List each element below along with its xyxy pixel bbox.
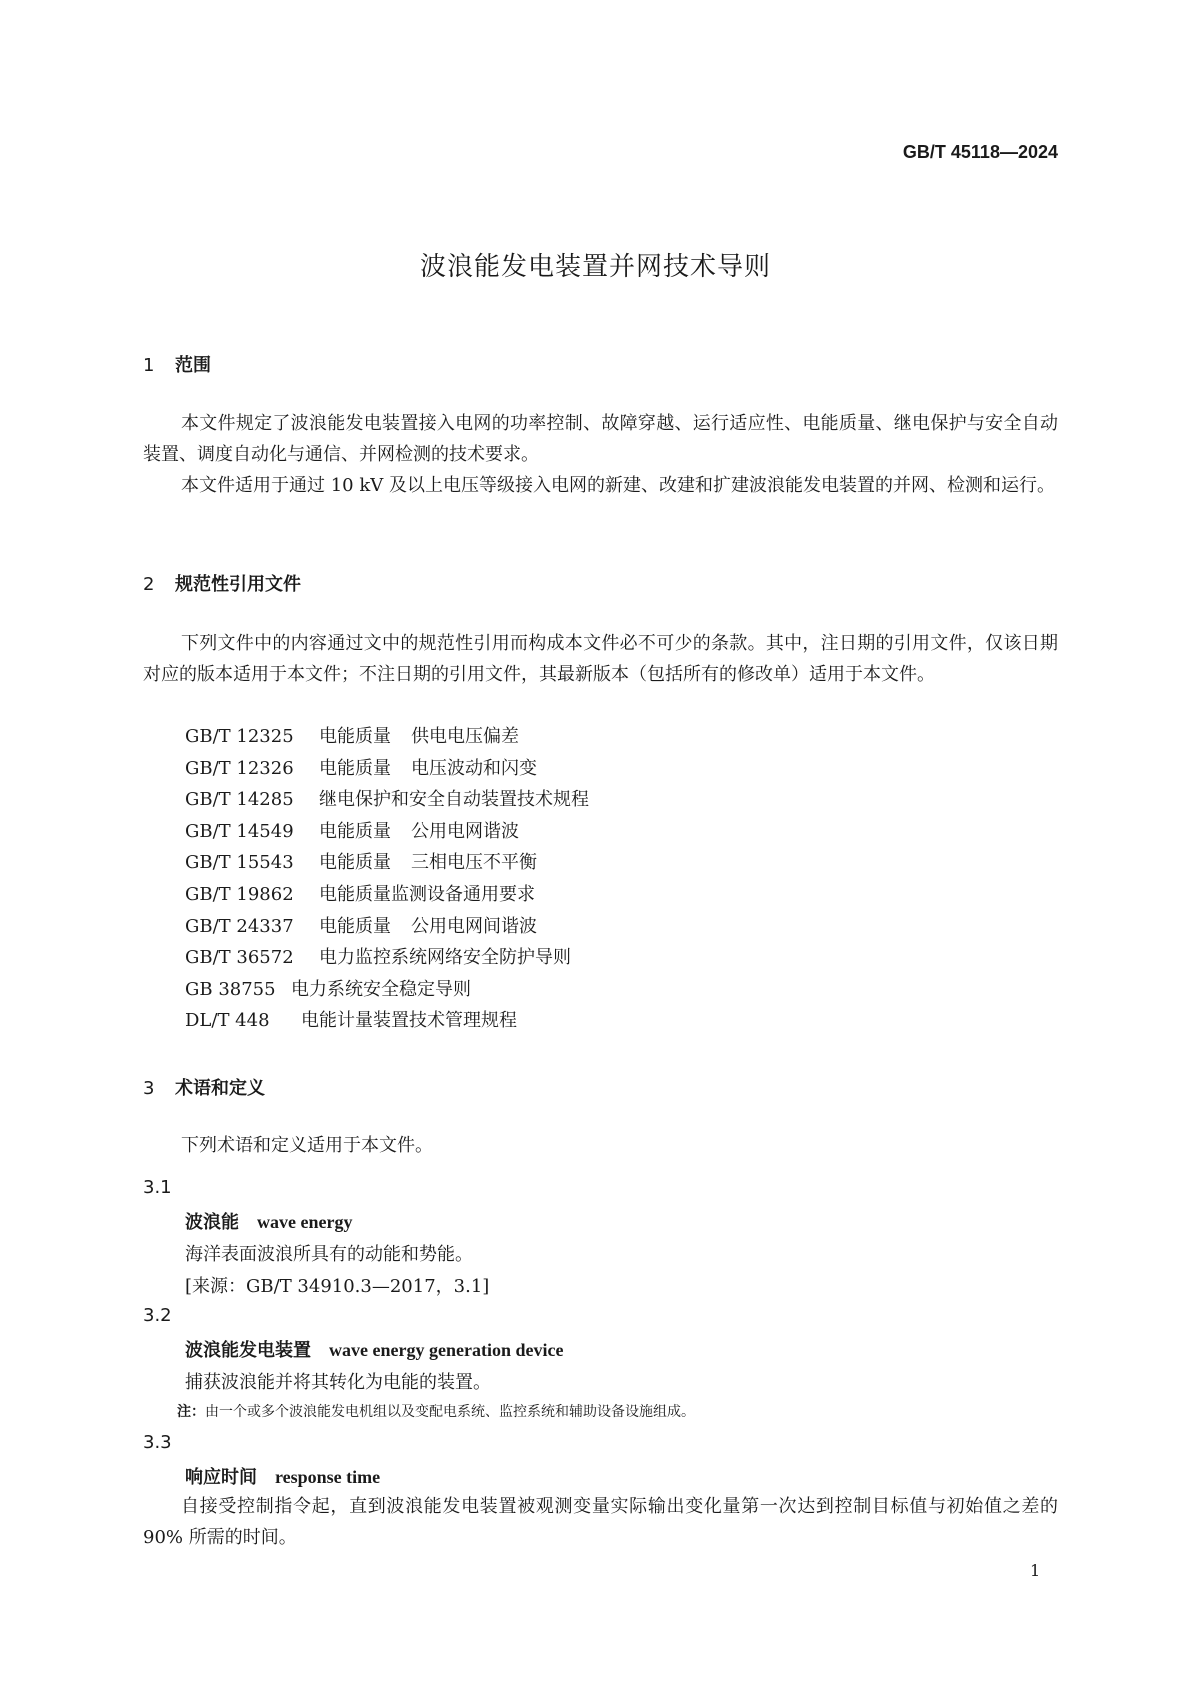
reference-subtitle: 供电电压偏差 <box>411 726 519 747</box>
reference-title: 电能质量 <box>319 852 391 874</box>
term-en: wave energy generation device <box>329 1340 564 1360</box>
reference-title: 电力监控系统网络安全防护导则 <box>319 947 571 969</box>
page-number: 1 <box>1030 1561 1041 1580</box>
term-zh: 波浪能 <box>185 1212 239 1233</box>
reference-item <box>185 721 589 753</box>
reference-title: 继电保护和安全自动装置技术规程 <box>319 789 589 811</box>
term-en: response time <box>275 1467 381 1487</box>
reference-code: GB/T 24337 <box>185 915 294 937</box>
reference-item <box>185 974 589 1006</box>
reference-code: GB/T 19862 <box>185 883 294 905</box>
reference-title: 电能质量 <box>319 915 391 937</box>
reference-title: 电能质量监测设备通用要求 <box>319 883 535 905</box>
term-definition: 捕获波浪能并将其转化为电能的装置。 <box>185 1372 491 1393</box>
reference-subtitle: 电压波动和闪变 <box>411 757 537 779</box>
note-text: 由一个或多个波浪能发电机组以及变配电系统、监控系统和辅助设备设施组成。 <box>205 1404 695 1420</box>
reference-code: GB/T 36572 <box>185 947 294 969</box>
term-source: [来源：GB/T 34910.3—2017，3.1] <box>185 1276 490 1297</box>
reference-code: GB/T 12326 <box>185 757 294 779</box>
section-title: 规范性引用文件 <box>175 574 301 595</box>
reference-item <box>185 816 589 848</box>
section-title: 术语和定义 <box>175 1078 265 1099</box>
reference-item <box>185 753 589 785</box>
term-definition: 自接受控制指令起，直到波浪能发电装置被观测变量实际输出变化量第一次达到控制目标值与初始值之差的 90% 所需的时间。 <box>143 1496 1058 1548</box>
section-title: 范围 <box>175 355 211 376</box>
document-title: 波浪能发电装置并网技术导则 <box>419 252 771 282</box>
reference-code: GB/T 14285 <box>185 789 294 811</box>
reference-item <box>185 942 589 974</box>
scope-paragraph-2: 本文件适用于通过 10 kV 及以上电压等级接入电网的新建、改建和扩建波浪能发电装置的并网、检测和运行。 <box>181 475 1055 496</box>
reference-subtitle: 三相电压不平衡 <box>411 852 537 874</box>
reference-item <box>185 879 589 911</box>
reference-list <box>185 721 589 1037</box>
reference-item <box>185 784 589 816</box>
reference-title: 电能质量 <box>319 820 391 842</box>
term-zh: 响应时间 <box>185 1467 257 1488</box>
reference-code: GB/T 14549 <box>185 820 294 842</box>
section-number: 2 <box>143 574 155 595</box>
terms-intro: 下列术语和定义适用于本文件。 <box>181 1135 433 1156</box>
section-number: 1 <box>143 355 155 376</box>
reference-item <box>185 911 589 943</box>
reference-code: GB/T 12325 <box>185 726 294 747</box>
term-heading <box>185 1336 563 1362</box>
term-number: 3.2 <box>143 1305 172 1326</box>
term-heading <box>185 1463 380 1489</box>
reference-subtitle: 公用电网间谐波 <box>411 915 537 937</box>
reference-title: 电力系统安全稳定导则 <box>291 978 471 1000</box>
section-3-heading <box>143 1074 265 1100</box>
scope-paragraph-1: 本文件规定了波浪能发电装置接入电网的功率控制、故障穿越、运行适应性、电能质量、继电保护与安全自动装置、调度自动化与通信、并网检测的技术要求。 <box>143 413 1058 465</box>
term-number: 3.3 <box>143 1432 172 1453</box>
term-number: 3.1 <box>143 1177 172 1198</box>
term-note <box>177 1401 695 1421</box>
reference-code: GB 38755 <box>185 978 276 1000</box>
section-2-heading <box>143 570 301 596</box>
note-label: 注： <box>177 1404 205 1420</box>
reference-code: GB/T 15543 <box>185 852 294 874</box>
reference-title: 电能计量装置技术管理规程 <box>301 1010 517 1032</box>
reference-title: 电能质量 <box>319 757 391 779</box>
term-en: wave energy <box>257 1212 353 1232</box>
section-number: 3 <box>143 1078 155 1099</box>
reference-title: 电能质量 <box>319 726 391 747</box>
reference-item <box>185 1005 589 1037</box>
section-1-heading <box>143 351 211 377</box>
reference-subtitle: 公用电网谐波 <box>411 820 519 842</box>
term-heading <box>185 1208 352 1234</box>
reference-item <box>185 847 589 879</box>
reference-code: DL/T 448 <box>185 1010 270 1032</box>
term-definition: 海洋表面波浪所具有的动能和势能。 <box>185 1244 473 1265</box>
standard-code: GB/T 45118—2024 <box>902 142 1058 162</box>
normative-intro: 下列文件中的内容通过文中的规范性引用而构成本文件必不可少的条款。其中，注日期的引用文件，仅该日期对应的版本适用于本文件；不注日期的引用文件，其最新版本（包括所有的修改单）适用于本文件。 <box>143 633 1058 685</box>
term-zh: 波浪能发电装置 <box>185 1340 311 1361</box>
